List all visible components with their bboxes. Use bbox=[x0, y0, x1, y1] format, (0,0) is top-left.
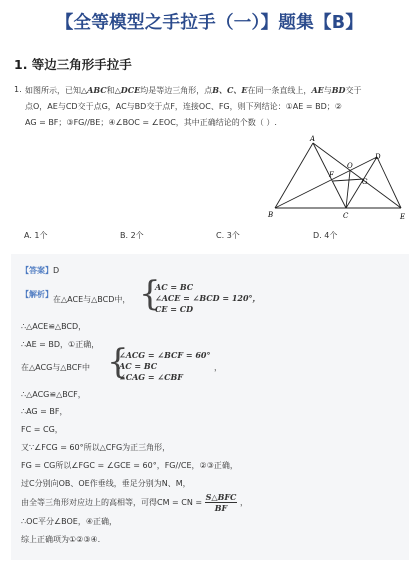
analysis-line-8: 又∵∠FCG = 60°所以△CFG为正三角形， bbox=[21, 443, 171, 452]
label-D: D bbox=[375, 153, 381, 161]
system-row: ∠ACG = ∠BCF = 60° bbox=[119, 350, 211, 360]
answer-value: D bbox=[53, 266, 60, 275]
option-c[interactable] bbox=[216, 230, 240, 241]
question-body bbox=[25, 82, 413, 131]
label-G: G bbox=[362, 178, 368, 186]
option-a[interactable] bbox=[24, 230, 48, 241]
text: 交于 bbox=[345, 86, 362, 95]
label-F: F bbox=[329, 171, 334, 179]
math: △DCE bbox=[114, 85, 141, 95]
option-text: 1个 bbox=[34, 231, 48, 240]
denominator: BF bbox=[214, 503, 228, 513]
system-1 bbox=[155, 282, 261, 315]
analysis-line-9: FG = CG所以∠FGC = ∠GCE = 60°，FG//CE，②③正确， bbox=[21, 461, 238, 470]
text: 由全等三角形对应边上的高相等，可得CM = CN = bbox=[21, 498, 205, 507]
analysis-line-13: 综上正确项为①②③④. bbox=[21, 535, 101, 544]
text: ， bbox=[239, 498, 248, 507]
system-row: AC = BC bbox=[155, 282, 194, 292]
answer-panel bbox=[11, 254, 409, 560]
math: B、C、E bbox=[212, 85, 248, 95]
label-A: A bbox=[310, 135, 316, 143]
analysis-line-1: 在△ACE与△BCD中， bbox=[53, 295, 131, 304]
analysis-line-6: ∴AG = BF， bbox=[21, 407, 68, 416]
option-key: A. bbox=[24, 231, 32, 240]
label-E: E bbox=[400, 213, 406, 221]
section-heading: 1. 等边三角形手拉手 bbox=[14, 57, 132, 72]
math: AE bbox=[311, 85, 324, 95]
analysis-tag bbox=[21, 289, 53, 300]
analysis-line-10: 过C分别向OB、OE作垂线，垂足分别为N、M， bbox=[21, 479, 191, 488]
fraction bbox=[205, 492, 238, 513]
text: 与 bbox=[323, 86, 332, 95]
label-O: O bbox=[347, 162, 353, 170]
answer-line bbox=[21, 265, 59, 276]
system-row: ∠ACE = ∠BCD = 120°， bbox=[155, 293, 261, 303]
system-2 bbox=[119, 350, 210, 383]
system-row: CE = CD bbox=[155, 304, 194, 314]
text: 均是等边三角形，点 bbox=[140, 86, 213, 95]
question-line-1 bbox=[25, 82, 413, 99]
math: △ABC bbox=[81, 85, 107, 95]
option-b[interactable] bbox=[120, 230, 144, 241]
math: BD bbox=[331, 85, 346, 95]
question-line-2: 点O，AE与CD交于点G，AC与BD交于点F，连接OC、FG，则下列结论：①AE = BD；② bbox=[25, 102, 342, 111]
analysis-line-5: ∴△ACG≌△BCF， bbox=[21, 390, 86, 399]
label-C: C bbox=[343, 212, 349, 220]
brace-1: { bbox=[139, 274, 161, 314]
analysis-line-2: ∴△ACE≌△BCD， bbox=[21, 322, 87, 331]
analysis-line-11 bbox=[21, 492, 248, 513]
option-text: 2个 bbox=[130, 231, 144, 240]
label-B: B bbox=[268, 211, 274, 219]
analysis-line-4: 在△ACG与△BCF中 bbox=[21, 363, 90, 372]
text: 和 bbox=[106, 86, 115, 95]
text: 在同一条直线上， bbox=[247, 86, 312, 95]
option-text: 4个 bbox=[324, 231, 338, 240]
analysis-line-4-post: ， bbox=[214, 363, 222, 372]
option-key: D. bbox=[313, 231, 322, 240]
system-row: ∠CAG = ∠CBF bbox=[119, 372, 183, 382]
option-key: B. bbox=[120, 231, 129, 240]
answer-tag: 【答案】 bbox=[21, 266, 53, 275]
question-number: 1. bbox=[14, 85, 22, 94]
analysis-line-12: ∴OC平分∠BOE，④正确， bbox=[21, 517, 118, 526]
analysis-line-3: ∴AE = BD，①正确， bbox=[21, 340, 100, 349]
question-line-3: AG = BF；③FG//BE；④∠BOC = ∠EOC，其中正确结论的个数（ ）. bbox=[25, 118, 277, 127]
text: 如图所示，已知 bbox=[25, 86, 81, 95]
analysis-line-7: FC = CG， bbox=[21, 425, 63, 434]
analysis-tag-text: 【解析】 bbox=[21, 290, 53, 299]
option-text: 3个 bbox=[226, 231, 240, 240]
option-key: C. bbox=[216, 231, 225, 240]
numerator: S△BFC bbox=[205, 492, 237, 502]
option-d[interactable] bbox=[313, 230, 337, 241]
geometry-figure bbox=[265, 133, 410, 225]
system-row: AC = BC bbox=[119, 361, 158, 371]
brace-2: { bbox=[107, 342, 129, 382]
page-title: 【全等模型之手拉手（一）】题集【B】 bbox=[55, 13, 364, 33]
